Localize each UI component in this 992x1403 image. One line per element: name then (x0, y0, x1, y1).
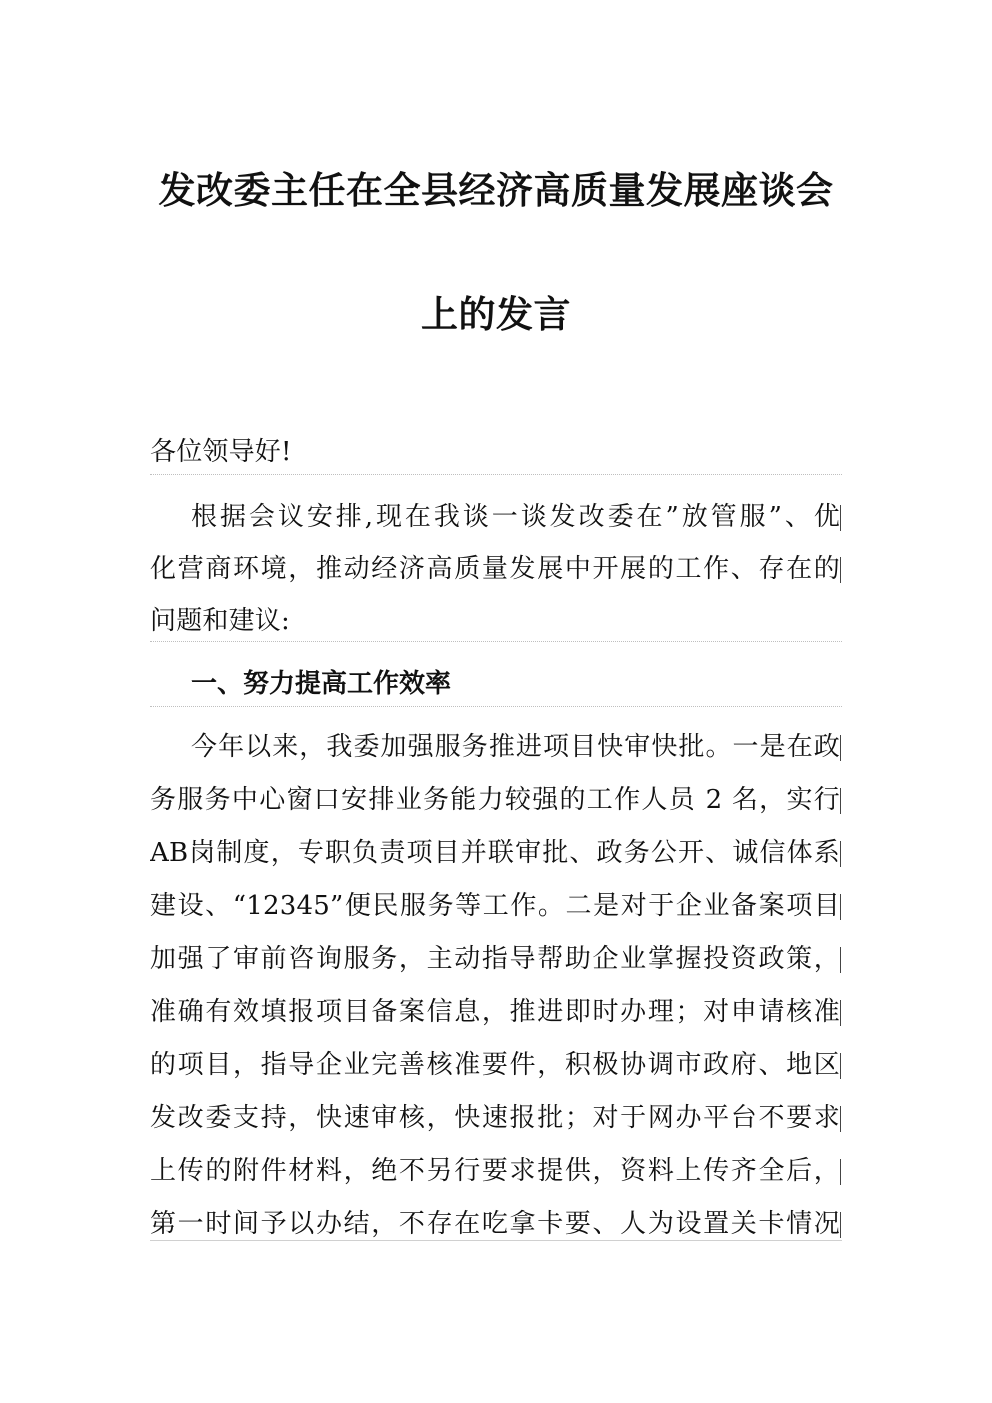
margin-mark (840, 788, 841, 814)
body-line-6: 准确有效填报项目备案信息，推进即时办理；对申请核准 (150, 997, 840, 1027)
margin-mark (840, 841, 841, 867)
body-line-10: 第一时间予以办结，不存在吃拿卡要、人为设置关卡情况 (150, 1209, 840, 1239)
margin-mark (840, 1159, 841, 1185)
body-line-1: 今年以来，我委加强服务推进项目快审快批。一是在政 (191, 732, 840, 762)
margin-mark (840, 1053, 841, 1079)
document-title-line-2: 上的发言 (421, 292, 571, 336)
line-rule (150, 706, 842, 707)
body-line-2: 务服务中心窗口安排业务能力较强的工作人员 2 名，实行 (150, 785, 840, 815)
intro-line-3: 问题和建议: (150, 606, 290, 636)
document-title-line-1: 发改委主任在全县经济高质量发展座谈会 (158, 168, 834, 212)
section-heading: 一、努力提高工作效率 (191, 669, 452, 699)
margin-mark (840, 894, 841, 920)
margin-mark (840, 557, 841, 583)
intro-line-1: 根据会议安排,现在我谈一谈发改委在”放管服”、优 (191, 502, 840, 532)
body-line-4: 建设、“12345”便民服务等工作。二是对于企业备案项目 (150, 891, 840, 921)
body-line-5: 加强了审前咨询服务，主动指导帮助企业掌握投资政策， (150, 944, 840, 974)
margin-mark (840, 1106, 841, 1132)
margin-mark (840, 735, 841, 761)
line-rule (150, 474, 842, 475)
body-line-7: 的项目，指导企业完善核准要件，积极协调市政府、地区 (150, 1050, 840, 1080)
margin-mark (840, 947, 841, 973)
body-line-9: 上传的附件材料，绝不另行要求提供，资料上传齐全后， (150, 1156, 840, 1186)
margin-mark (840, 1212, 841, 1238)
line-rule (150, 641, 842, 642)
margin-mark (840, 1000, 841, 1026)
body-line-3: AB岗制度，专职负责项目并联审批、政务公开、诚信体系 (150, 838, 840, 868)
intro-line-2: 化营商环境，推动经济高质量发展中开展的工作、存在的 (150, 554, 840, 584)
margin-mark (840, 505, 841, 531)
body-line-8: 发改委支持，快速审核，快速报批；对于网办平台不要求 (150, 1103, 840, 1133)
greeting-text: 各位领导好! (150, 437, 292, 467)
line-rule (150, 1240, 842, 1241)
